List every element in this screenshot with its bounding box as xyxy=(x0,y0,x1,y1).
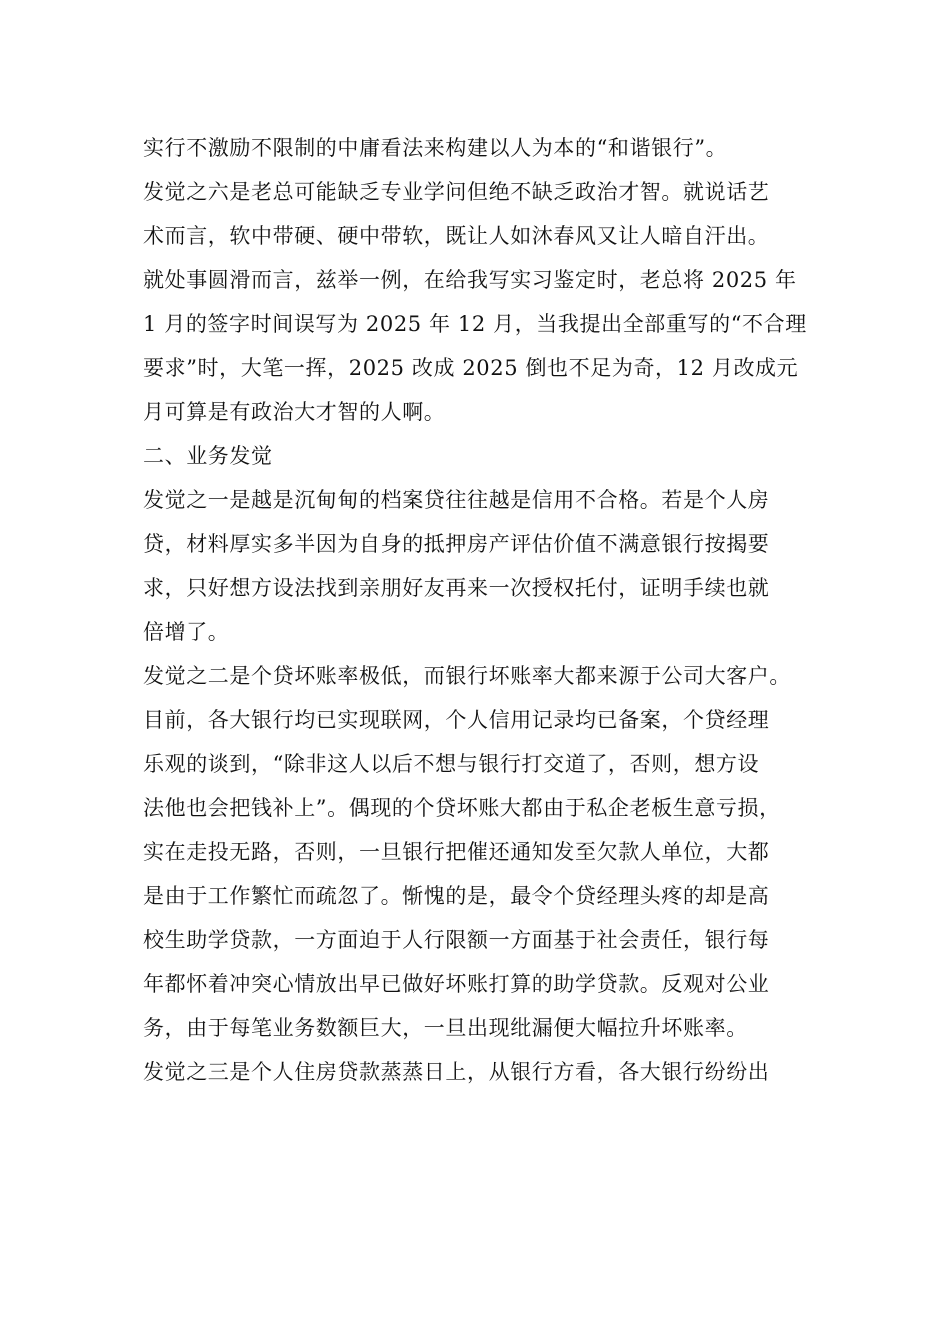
text-line: 法他也会把钱补上”。偶现的个贷坏账大都由于私企老板生意亏损， xyxy=(143,796,781,820)
text-line: 务，由于每笔业务数额巨大，一旦出现纰漏便大幅拉升坏账率。 xyxy=(143,1016,748,1040)
text-line: 1 月的签字时间误写为 2025 年 12 月，当我提出全部重写的“不合理 xyxy=(143,312,807,336)
text-line: 发觉之六是老总可能缺乏专业学问但绝不缺乏政治才智。就说话艺 xyxy=(143,180,770,204)
text-line: 要求”时，大笔一挥，2025 改成 2025 倒也不足为奇，12 月改成元 xyxy=(143,356,799,380)
text-line: 求，只好想方设法找到亲朋好友再来一次授权托付，证明手续也就 xyxy=(143,576,770,600)
text-line: 倍增了。 xyxy=(143,620,230,644)
text-line: 是由于工作繁忙而疏忽了。惭愧的是，最令个贷经理头疼的却是高 xyxy=(143,884,770,908)
text-line: 实在走投无路，否则，一旦银行把催还通知发至欠款人单位，大都 xyxy=(143,840,770,864)
text-line: 乐观的谈到，“除非这人以后不想与银行打交道了，否则，想方设 xyxy=(143,752,760,776)
section-heading: 二、业务发觉 xyxy=(143,444,273,468)
text-line: 术而言，软中带硬、硬中带软，既让人如沐春风又让人暗自汗出。 xyxy=(143,224,770,248)
text-line: 发觉之三是个人住房贷款蒸蒸日上，从银行方看，各大银行纷纷出 xyxy=(143,1060,770,1084)
text-line: 贷，材料厚实多半因为自身的抵押房产评估价值不满意银行按揭要 xyxy=(143,532,770,556)
text-line: 就处事圆滑而言，兹举一例，在给我写实习鉴定时，老总将 2025 年 xyxy=(143,268,797,292)
text-line: 年都怀着冲突心情放出早已做好坏账打算的助学贷款。反观对公业 xyxy=(143,972,770,996)
document-body xyxy=(143,133,815,1101)
text-line: 实行不激励不限制的中庸看法来构建以人为本的“和谐银行”。 xyxy=(143,136,728,160)
text-line: 发觉之二是个贷坏账率极低，而银行坏账率大都来源于公司大客户。 xyxy=(143,664,791,688)
text-line: 发觉之一是越是沉甸甸的档案贷往往越是信用不合格。若是个人房 xyxy=(143,488,770,512)
text-line: 目前，各大银行均已实现联网，个人信用记录均已备案，个贷经理 xyxy=(143,708,770,732)
text-line: 校生助学贷款，一方面迫于人行限额一方面基于社会责任，银行每 xyxy=(143,928,770,952)
text-line: 月可算是有政治大才智的人啊。 xyxy=(143,400,446,424)
